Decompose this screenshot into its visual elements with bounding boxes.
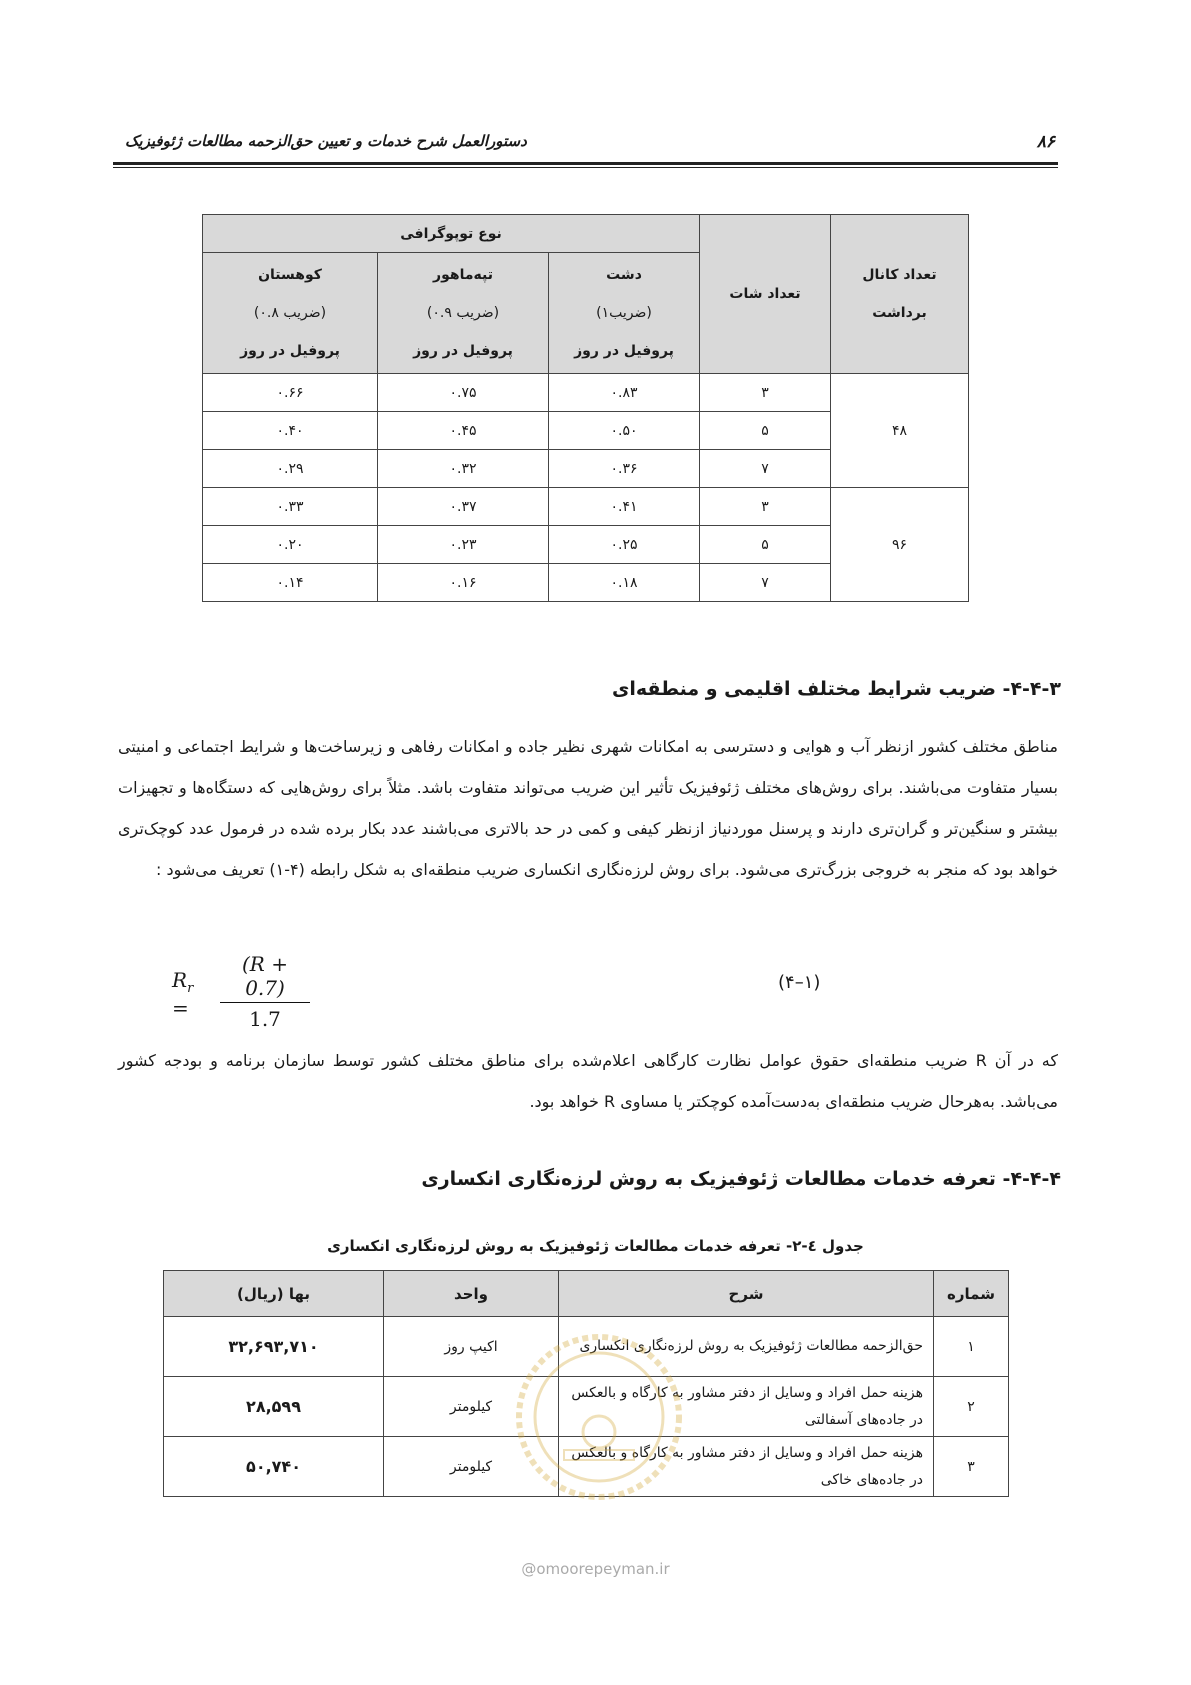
sub-header-unit: پروفیل در روز bbox=[574, 343, 674, 359]
row-unit: کیلومتر bbox=[384, 1437, 559, 1497]
row-number: ۳ bbox=[934, 1437, 1009, 1497]
equation-number: (۴–۱) bbox=[778, 972, 821, 993]
header-channels bbox=[831, 215, 969, 374]
topography-table bbox=[202, 214, 969, 602]
value-cell: ۰.۲۹ bbox=[203, 450, 378, 488]
shots-cell: ۵ bbox=[700, 526, 831, 564]
shots-cell: ۳ bbox=[700, 488, 831, 526]
value-cell: ۰.۲۰ bbox=[203, 526, 378, 564]
formula-fraction bbox=[220, 952, 310, 1031]
row-description: حق‌الزحمه مطالعات ژئوفیزیک به روش لرزه‌نگاری انکساری bbox=[559, 1317, 934, 1377]
row-price: ۵۰,۷۴۰ bbox=[164, 1437, 384, 1497]
row-description: هزینه حمل افراد و وسایل از دفتر مشاور به کارگاه و بالعکس در جاده‌های آسفالتی bbox=[559, 1377, 934, 1437]
formula-denominator: 1.7 bbox=[249, 1007, 281, 1031]
header-plain bbox=[549, 253, 700, 374]
sub-header-unit: پروفیل در روز bbox=[413, 343, 513, 359]
row-number: ۲ bbox=[934, 1377, 1009, 1437]
sub-header-text: تپه‌ماهور bbox=[433, 267, 493, 283]
value-cell: ۰.۴۵ bbox=[378, 412, 549, 450]
shots-cell: ۳ bbox=[700, 374, 831, 412]
value-cell: ۰.۸۳ bbox=[549, 374, 700, 412]
header-topography: نوع توپوگرافی bbox=[203, 215, 700, 253]
value-cell: ۰.۷۵ bbox=[378, 374, 549, 412]
value-cell: ۰.۲۵ bbox=[549, 526, 700, 564]
value-cell: ۰.۳۶ bbox=[549, 450, 700, 488]
sub-header-coef: (ضریب ۰.۸) bbox=[253, 305, 327, 321]
formula-lhs bbox=[172, 968, 193, 1020]
sub-header-text: کوهستان bbox=[258, 267, 322, 283]
value-cell: ۰.۳۳ bbox=[203, 488, 378, 526]
value-cell: ۰.۴۱ bbox=[549, 488, 700, 526]
channels-cell: ۹۶ bbox=[831, 488, 969, 602]
body-paragraph: مناطق مختلف کشور ازنظر آب و هوایی و دسترسی به امکانات شهری نظیر جاده و امکانات رفاهی و زیرساخت‌ها و شرایط اجتماعی و امنیتی بسیار متفاوت می‌باشند. برای روش‌های مختلف ژئوفیزیک تأثیر این ضریب می‌تواند متفاوت باشد. مثلاً برای روش‌هایی که دستگاه‌ها و تجهیزات بیشتر و سنگین‌تر و گران‌تری دارند و پرسنل موردنیاز ازنظر کیفی و کمی در حد بالاتری می‌باشند عدد بکار برده شده در فرمول عدد کوچک‌تری خواهد بود که منجر به خروجی بزرگ‌تری می‌شود. برای روش لرزه‌نگاری انکساری ضریب منطقه‌ای به شکل رابطه (۴-۱) تعریف می‌شود : bbox=[118, 737, 1058, 879]
table-caption: جدول ٤-۲- تعرفه خدمات مطالعات ژئوفیزیک به روش لرزه‌نگاری انکساری bbox=[327, 1237, 864, 1255]
table-row bbox=[203, 374, 969, 412]
channels-cell: ۴۸ bbox=[831, 374, 969, 488]
formula-lhs-subscript: r bbox=[187, 981, 194, 996]
header-rule-thin bbox=[113, 167, 1058, 168]
shots-cell: ۵ bbox=[700, 412, 831, 450]
row-description: هزینه حمل افراد و وسایل از دفتر مشاور به کارگاه و بالعکس در جاده‌های خاکی bbox=[559, 1437, 934, 1497]
row-price: ۲۸,۵۹۹ bbox=[164, 1377, 384, 1437]
value-cell: ۰.۴۰ bbox=[203, 412, 378, 450]
header-number: شماره bbox=[934, 1271, 1009, 1317]
header-channels-line2: برداشت bbox=[872, 305, 927, 321]
header-price: بها (ریال) bbox=[164, 1271, 384, 1317]
header-shots: تعداد شات bbox=[700, 215, 831, 374]
table-row bbox=[203, 488, 969, 526]
header-description: شرح bbox=[559, 1271, 934, 1317]
running-title: دستورالعمل شرح خدمات و تعیین حق‌الزحمه مطالعات ژئوفیزیک bbox=[125, 132, 527, 150]
row-unit: اکیپ روز bbox=[384, 1317, 559, 1377]
watermark-seal-icon bbox=[514, 1332, 684, 1502]
body-paragraph-2: که در آن R ضریب منطقه‌ای حقوق عوامل نظارت کارگاهی اعلام‌شده برای مناطق مختلف کشور توسط سازمان برنامه و بودجه کشور می‌باشد. به‌هرحال ضریب منطقه‌ای به‌دست‌آمده کوچکتر یا مساوی R خواهد بود. bbox=[118, 1051, 1059, 1111]
row-unit: کیلومتر bbox=[384, 1377, 559, 1437]
sub-header-coef: (ضریب۱) bbox=[596, 305, 652, 321]
section-heading-2: ۴-۴-۴- تعرفه خدمات مطالعات ژئوفیزیک به روش لرزه‌نگاری انکساری bbox=[421, 1168, 1061, 1190]
watermark-text: @omoorepeyman.ir bbox=[521, 1560, 670, 1578]
shots-cell: ۷ bbox=[700, 450, 831, 488]
formula-lhs-symbol: R bbox=[172, 968, 188, 992]
sub-header-unit: پروفیل در روز bbox=[240, 343, 340, 359]
formula-equals: = bbox=[172, 996, 189, 1020]
value-cell: ۰.۲۳ bbox=[378, 526, 549, 564]
value-cell: ۰.۱۴ bbox=[203, 564, 378, 602]
value-cell: ۰.۳۲ bbox=[378, 450, 549, 488]
sub-header-coef: (ضریب ۰.۹) bbox=[426, 305, 500, 321]
header-unit: واحد bbox=[384, 1271, 559, 1317]
value-cell: ۰.۱۸ bbox=[549, 564, 700, 602]
value-cell: ۰.۶۶ bbox=[203, 374, 378, 412]
value-cell: ۰.۳۷ bbox=[378, 488, 549, 526]
value-cell: ۰.۵۰ bbox=[549, 412, 700, 450]
header-mountain bbox=[203, 253, 378, 374]
formula-numerator: (R + 0.7) bbox=[220, 952, 310, 1003]
header-channels-line1: تعداد کانال bbox=[862, 267, 937, 283]
row-number: ۱ bbox=[934, 1317, 1009, 1377]
header-hilly bbox=[378, 253, 549, 374]
header-rule bbox=[113, 162, 1058, 165]
shots-cell: ۷ bbox=[700, 564, 831, 602]
row-price: ۳۲,۶۹۳,۷۱۰ bbox=[164, 1317, 384, 1377]
section-heading: ۴-۴-۳- ضریب شرایط مختلف اقلیمی و منطقه‌ای bbox=[611, 678, 1061, 700]
value-cell: ۰.۱۶ bbox=[378, 564, 549, 602]
page-number: ۸۶ bbox=[1036, 132, 1055, 152]
sub-header-text: دشت bbox=[606, 267, 642, 283]
